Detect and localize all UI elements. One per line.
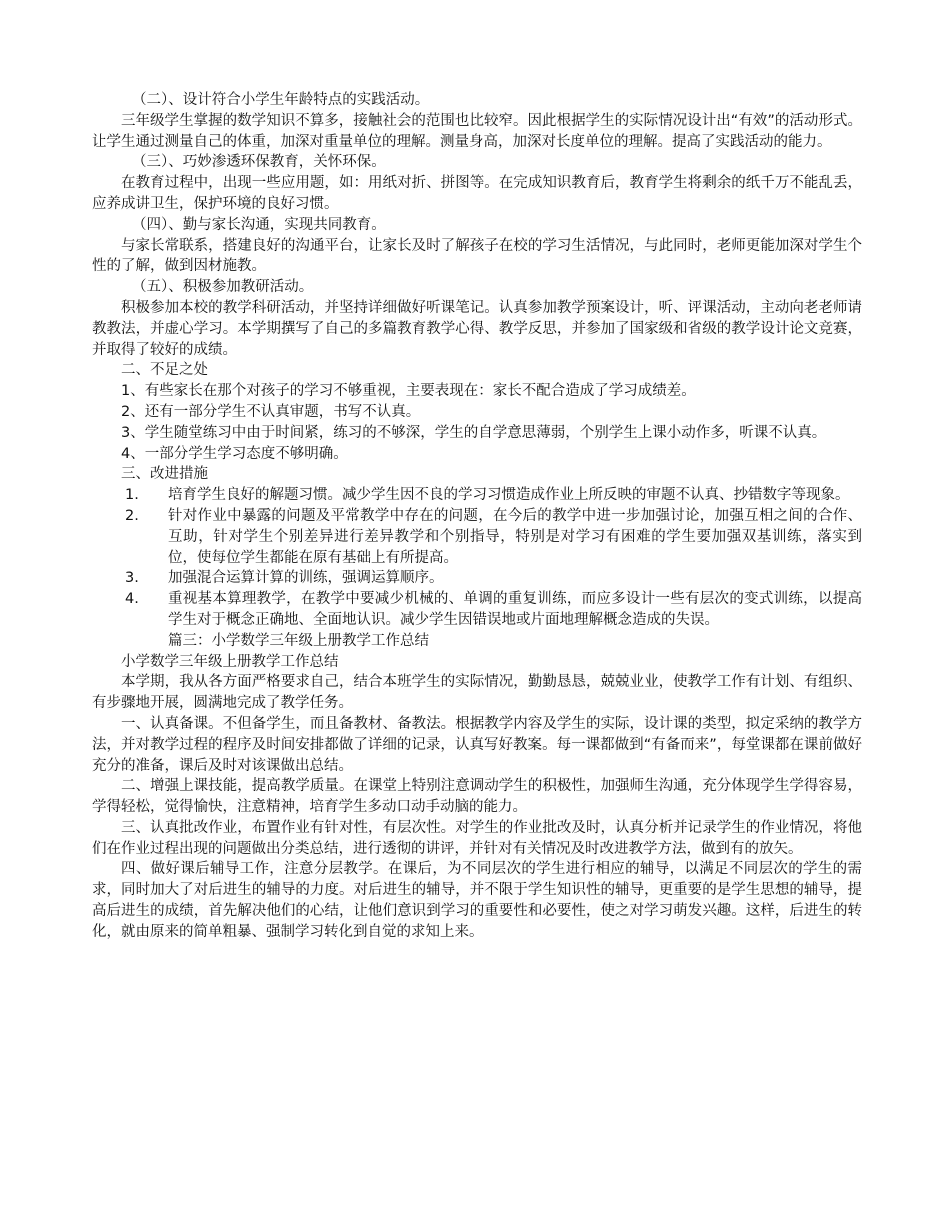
paragraph: 3、学生随堂练习中由于时间紧，练习的不够深，学生的自学意思薄弱，个别学生上课小动作多，听课不认真。 xyxy=(121,424,827,441)
heading-improvements: 三、改进措施 xyxy=(121,466,208,483)
paragraph: 4、一部分学生学习态度不够明确。 xyxy=(121,445,348,462)
paragraph: 本学期，我从各方面严格要求自己，结合本班学生的实际情况，勤勤恳恳，兢兢业业，使教学工作有计划、有组织、有步骤地开展，圆满地完成了教学任务。 xyxy=(92,674,862,712)
list-number: 3. xyxy=(125,570,139,587)
paragraph: 二、增强上课技能，提高教学质量。在课堂上特别注意调动学生的积极性，加强师生沟通，充分体现学生学得容易，学得轻松，觉得愉快，注意精神，培育学生多动口动手动脑的能力。 xyxy=(92,778,862,816)
list-text: 加强混合运算计算的训练，强调运算顺序。 xyxy=(168,570,444,587)
heading-shortcomings: 二、不足之处 xyxy=(121,362,208,379)
list-number: 1. xyxy=(125,487,139,504)
paragraph: （四）、勤与家长沟通，实现共同教育。 xyxy=(132,216,386,233)
paragraph: （二）、设计符合小学生年龄特点的实践活动。 xyxy=(132,92,430,108)
list-text: 培育学生良好的解题习惯。减少学生因不良的学习习惯造成作业上所反映的审题不认真、抄错数字等现象。 xyxy=(168,487,850,504)
paragraph: 四、做好课后辅导工作，注意分层教学。在课后，为不同层次的学生进行相应的辅导，以满足不同层次的学生的需求，同时加大了对后进生的辅导的力度。对后进生的辅导，并不限于学生知识性的辅导，更重要的是学生思想的辅导，提高后进生的成绩，首先解决他们的心结，让他们意识到学习的重要性和必要性，使之对学习萌发兴趣。这样，后进生的转化，就由原来的简单粗暴、强制学习转化到自觉的求知上来。 xyxy=(92,861,862,940)
body-section-a xyxy=(92,90,862,485)
paragraph: 与家长常联系，搭建良好的沟通平台，让家长及时了解孩子在校的学习生活情况，与此同时，老师更能加深对学生个性的了解，做到因材施教。 xyxy=(92,237,862,275)
paragraph: 一、认真备课。不但备学生，而且备教材、备教法。根据教学内容及学生的实际，设计课的类型，拟定采纳的教学方法，并对教学过程的程序及时间安排都做了详细的记录，认真写好教案。每一课都做到“有备而来”，每堂课都在课前做好充分的准备，课后及时对该课做出总结。 xyxy=(92,715,862,774)
list-number: 4. xyxy=(125,591,139,608)
list-item xyxy=(92,589,862,631)
paragraph: 三、认真批改作业，布置作业有针对性，有层次性。对学生的作业批改及时，认真分析并记录学生的作业情况，将他们在作业过程出现的问题做出分类总结，进行透彻的讲评，并针对有关情况及时改进教学方法，做到有的放矢。 xyxy=(92,819,862,857)
paragraph: 小学数学三年级上册教学工作总结 xyxy=(121,653,339,670)
list-text: 针对作业中暴露的问题及平常教学中存在的问题，在今后的教学中进一步加强讨论，加强互相之间的合作、互助，针对学生个别差异进行差异教学和个别指导，特别是对学习有困难的学生要加强双基训练，落实到位，使每位学生都能在原有基础上有所提高。 xyxy=(168,507,862,566)
paragraph: （五）、积极参加教研活动。 xyxy=(132,279,314,296)
list-text: 重视基本算理教学，在教学中要减少机械的、单调的重复训练，而应多设计一些有层次的变式训练，以提高学生对于概念正确地、全面地认识。减少学生因错误地或片面地理解概念造成的失误。 xyxy=(168,591,862,628)
body-section-b xyxy=(92,652,862,943)
improvement-list xyxy=(92,485,862,631)
section-title: 篇三：小学数学三年级上册教学工作总结 xyxy=(168,632,429,649)
paragraph: 2、还有一部分学生不认真审题，书写不认真。 xyxy=(121,403,421,420)
paragraph: 三年级学生掌握的数学知识不算多，接触社会的范围也比较窄。因此根据学生的实际情况设计出“有效”的活动形式。让学生通过测量自己的体重，加深对重量单位的理解。测量身高，加深对长度单位的理解。提高了实践活动的能力。 xyxy=(92,112,862,150)
list-number: 2. xyxy=(125,507,139,524)
list-item xyxy=(92,568,862,589)
list-item xyxy=(92,506,862,568)
list-item xyxy=(92,485,862,506)
paragraph: 积极参加本校的教学科研活动，并坚持详细做好听课笔记。认真参加教学预案设计，听、评课活动，主动向老老师请教教法，并虚心学习。本学期撰写了自己的多篇教育教学心得、教学反思，并参加了国家级和省级的教学设计论文竞赛，并取得了较好的成绩。 xyxy=(92,299,862,358)
paragraph: （三）、巧妙渗透环保教育，关怀环保。 xyxy=(132,154,386,171)
paragraph: 1、有些家长在那个对孩子的学习不够重视，主要表现在：家长不配合造成了学习成绩差。 xyxy=(121,383,696,400)
paragraph: 在教育过程中，出现一些应用题，如：用纸对折、拼图等。在完成知识教育后，教育学生将剩余的纸千万不能乱丢，应养成讲卫生，保护环境的良好习惯。 xyxy=(92,175,862,212)
